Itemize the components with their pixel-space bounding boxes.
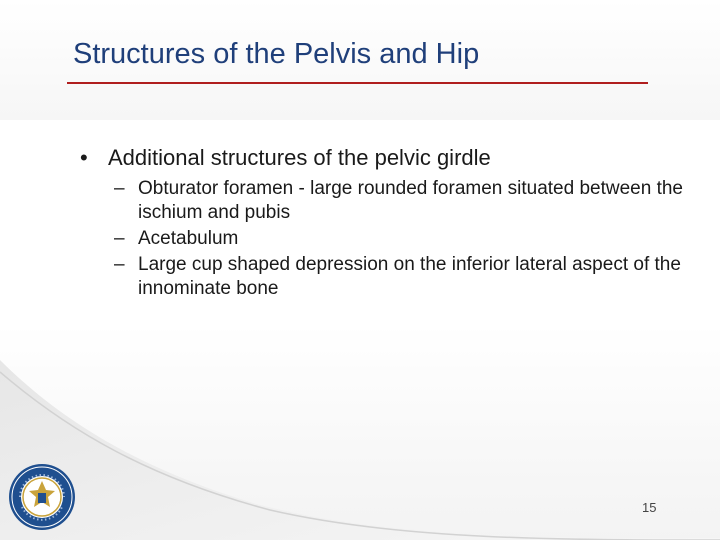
sub-item-text: Large cup shaped depression on the inferior lateral aspect of the innominate bone — [138, 254, 681, 299]
sub-item-cup-depression — [80, 253, 698, 301]
sub-item-text: Obturator foramen - large rounded foramen situated between the ischium and pubis — [138, 178, 683, 223]
dash-marker: – — [114, 228, 125, 249]
dash-marker: – — [114, 254, 125, 275]
page-title: Structures of the Pelvis and Hip — [73, 38, 480, 70]
sub-item-obturator-foramen — [80, 177, 698, 225]
sub-item-text: Acetabulum — [138, 228, 239, 249]
page-number: 15 — [642, 500, 657, 515]
sub-item-acetabulum — [80, 227, 698, 251]
bullet-item — [80, 143, 700, 173]
slide-content — [80, 143, 700, 303]
title-divider — [67, 82, 648, 84]
bullet-marker: • — [80, 145, 88, 170]
dash-marker: – — [114, 178, 125, 199]
bullet-text: Additional structures of the pelvic girdle — [108, 145, 491, 170]
emblem-seal-icon — [8, 463, 76, 531]
